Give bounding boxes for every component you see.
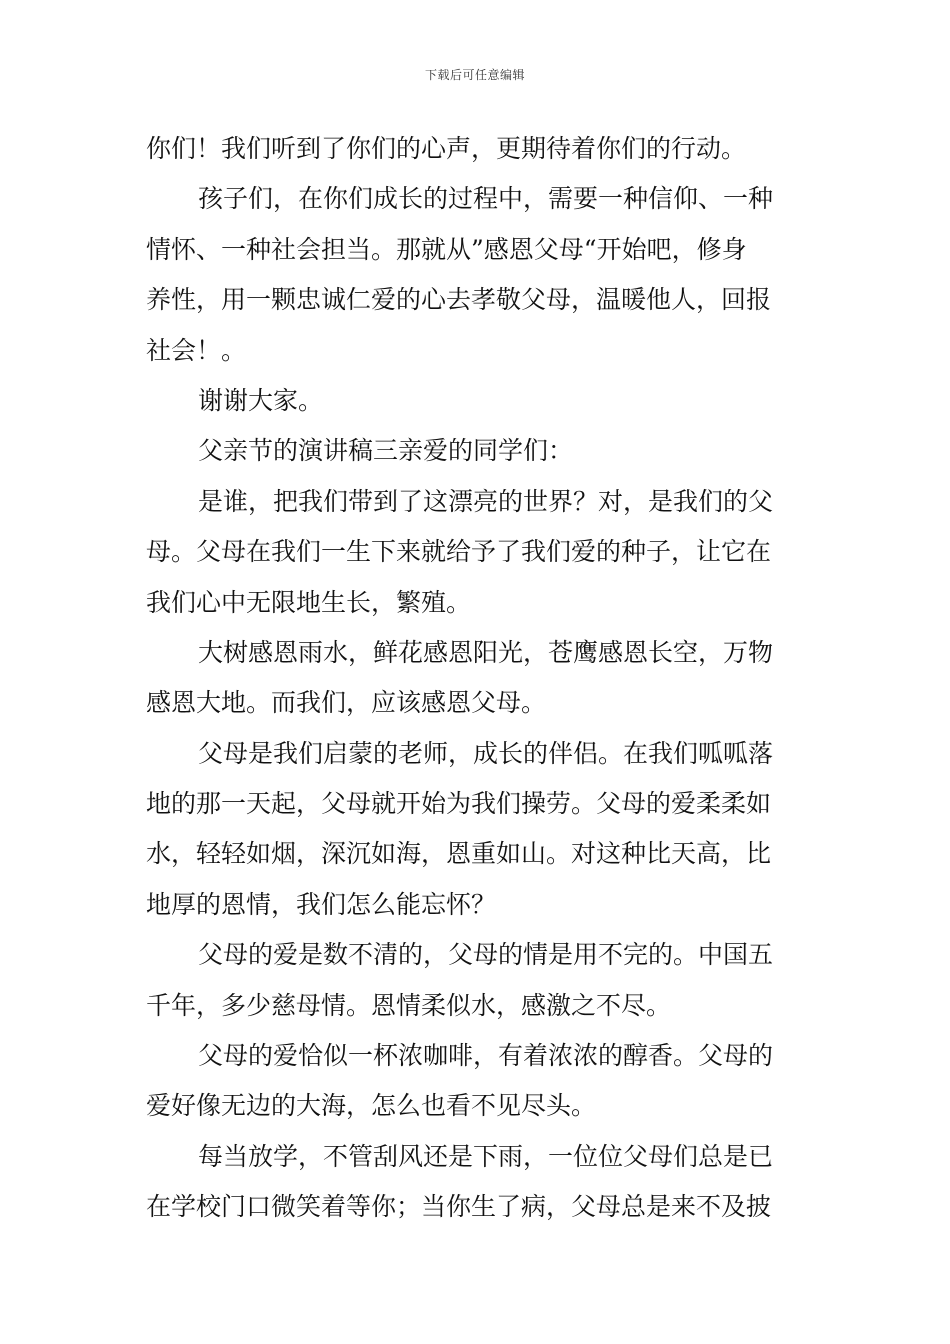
text-line: 谢谢大家。 — [198, 385, 324, 415]
text-line: 每当放学，不管刮风还是下雨，一位位父母们总是已 — [198, 1141, 774, 1171]
text-line: 感恩大地。而我们，应该感恩父母。 — [146, 688, 547, 718]
text-line: 在学校门口微笑着等你；当你生了病，父母总是来不及披 — [146, 1192, 772, 1222]
text-line: 父亲节的演讲稿三亲爱的同学们： — [198, 436, 574, 466]
text-line: 我们心中无限地生长，繁殖。 — [146, 587, 472, 617]
text-line: 大树感恩雨水，鲜花感恩阳光，苍鹰感恩长空，万物 — [198, 637, 774, 667]
text-line: 千年，多少慈母情。恩情柔似水，感激之不尽。 — [146, 990, 672, 1020]
text-line: 你们！我们听到了你们的心声，更期待着你们的行动。 — [146, 134, 747, 163]
text-line: 母。父母在我们一生下来就给予了我们爱的种子，让它在 — [146, 537, 772, 567]
text-line: 养性，用一颗忠诚仁爱的心去孝敬父母，温暖他人，回报 — [146, 285, 772, 315]
text-line: 社会！。 — [146, 335, 247, 365]
text-line: 父母的爱是数不清的，父母的情是用不完的。中国五 — [198, 940, 774, 970]
page-header: 下载后可任意编辑 — [424, 68, 525, 82]
text-line: 是谁，把我们带到了这漂亮的世界？对，是我们的父 — [198, 486, 774, 516]
document-body — [146, 124, 808, 1233]
text-line: 地的那一天起，父母就开始为我们操劳。父母的爱柔柔如 — [146, 789, 772, 819]
text-line: 父母的爱恰似一杯浓咖啡，有着浓浓的醇香。父母的 — [198, 1041, 774, 1071]
text-line: 情怀、一种社会担当。那就从”感恩父母“开始吧，修身 — [146, 234, 747, 264]
text-line: 父母是我们启蒙的老师，成长的伴侣。在我们呱呱落 — [198, 738, 774, 768]
text-line: 地厚的恩情，我们怎么能忘怀？ — [146, 889, 497, 919]
text-line: 孩子们，在你们成长的过程中，需要一种信仰、一种 — [198, 184, 774, 214]
text-line: 爱好像无边的大海，怎么也看不见尽头。 — [146, 1091, 597, 1121]
text-line: 水，轻轻如烟，深沉如海，恩重如山。对这种比天高，比 — [146, 839, 772, 869]
